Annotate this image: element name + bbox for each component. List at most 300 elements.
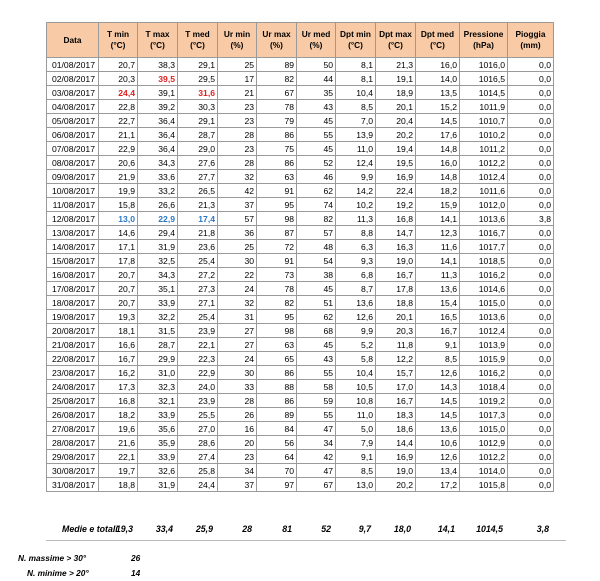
- total-value: 81: [282, 524, 292, 534]
- date-cell: 16/08/2017: [47, 268, 99, 282]
- value-cell: 70: [257, 464, 297, 478]
- table-row: [47, 170, 554, 184]
- date-cell: 02/08/2017: [47, 72, 99, 86]
- value-cell: 75: [257, 142, 297, 156]
- column-header-unit: (%): [230, 40, 244, 50]
- value-cell: 20,3: [376, 324, 416, 338]
- value-cell: 1012,4: [460, 170, 508, 184]
- value-cell: 23: [218, 142, 257, 156]
- date-cell: 22/08/2017: [47, 352, 99, 366]
- value-cell: 13,6: [416, 422, 460, 436]
- value-cell: 18,8: [99, 478, 138, 492]
- value-cell: 22,3: [178, 352, 218, 366]
- value-cell: 0,0: [508, 170, 554, 184]
- value-cell: 28,6: [178, 436, 218, 450]
- value-cell: 1010,7: [460, 114, 508, 128]
- value-cell: 18,9: [376, 86, 416, 100]
- value-cell: 8,5: [416, 352, 460, 366]
- value-cell: 29,5: [178, 72, 218, 86]
- value-cell: 15,4: [416, 296, 460, 310]
- value-cell: 23: [218, 100, 257, 114]
- value-cell: 18,3: [376, 408, 416, 422]
- value-cell: 0,0: [508, 310, 554, 324]
- column-header-title: Ur max: [262, 29, 291, 39]
- column-header-title: T max: [145, 29, 170, 39]
- value-cell: 18,6: [376, 422, 416, 436]
- value-cell: 86: [257, 394, 297, 408]
- value-cell: 1013,9: [460, 338, 508, 352]
- table-row: [47, 478, 554, 492]
- table-row: [47, 464, 554, 478]
- value-cell: 1017,7: [460, 240, 508, 254]
- value-cell: 24,0: [178, 380, 218, 394]
- table-row: [47, 436, 554, 450]
- date-cell: 12/08/2017: [47, 212, 99, 226]
- value-cell: 12,2: [376, 352, 416, 366]
- value-cell: 67: [297, 478, 336, 492]
- date-cell: 28/08/2017: [47, 436, 99, 450]
- table-row: [47, 268, 554, 282]
- value-cell: 0,0: [508, 240, 554, 254]
- column-header: [508, 23, 554, 58]
- value-cell: 22,1: [99, 450, 138, 464]
- value-cell: 19,3: [99, 310, 138, 324]
- value-cell: 27,1: [178, 296, 218, 310]
- min-count-label: N. minime > 20°: [27, 568, 89, 578]
- total-value: 14,1: [437, 524, 455, 534]
- value-cell: 5,2: [336, 338, 376, 352]
- value-cell: 19,0: [376, 254, 416, 268]
- value-cell: 22,9: [178, 366, 218, 380]
- totals-divider: [46, 540, 566, 541]
- value-cell: 12,6: [416, 450, 460, 464]
- column-header-unit: (°C): [190, 40, 205, 50]
- value-cell: 34: [218, 464, 257, 478]
- value-cell: 45: [297, 114, 336, 128]
- value-cell: 22,9: [138, 212, 178, 226]
- weather-table-container: [46, 22, 554, 492]
- value-cell: 0,0: [508, 142, 554, 156]
- table-row: [47, 296, 554, 310]
- value-cell: 29,9: [138, 352, 178, 366]
- value-cell: 36,4: [138, 142, 178, 156]
- value-cell: 36,4: [138, 128, 178, 142]
- value-cell: 16,5: [416, 310, 460, 324]
- value-cell: 16,8: [99, 394, 138, 408]
- value-cell: 0,0: [508, 422, 554, 436]
- value-cell: 24,4: [178, 478, 218, 492]
- value-cell: 79: [257, 114, 297, 128]
- value-cell: 8,5: [336, 100, 376, 114]
- column-header-unit: (%): [270, 40, 283, 50]
- value-cell: 30,3: [178, 100, 218, 114]
- value-cell: 57: [218, 212, 257, 226]
- value-cell: 45: [297, 338, 336, 352]
- date-cell: 10/08/2017: [47, 184, 99, 198]
- value-cell: 5,8: [336, 352, 376, 366]
- value-cell: 73: [257, 268, 297, 282]
- value-cell: 1015,8: [460, 478, 508, 492]
- date-cell: 04/08/2017: [47, 100, 99, 114]
- date-cell: 09/08/2017: [47, 170, 99, 184]
- value-cell: 62: [297, 310, 336, 324]
- value-cell: 1012,0: [460, 198, 508, 212]
- table-header-row: [47, 23, 554, 58]
- column-header: [376, 23, 416, 58]
- column-header-title: Pressione: [463, 29, 504, 39]
- value-cell: 87: [257, 226, 297, 240]
- value-cell: 10,2: [336, 198, 376, 212]
- value-cell: 58: [297, 380, 336, 394]
- table-row: [47, 128, 554, 142]
- value-cell: 0,0: [508, 114, 554, 128]
- value-cell: 19,9: [99, 184, 138, 198]
- value-cell: 27,0: [178, 422, 218, 436]
- value-cell: 20,1: [376, 310, 416, 324]
- value-cell: 22,9: [99, 142, 138, 156]
- column-header-title: Dpt min: [340, 29, 371, 39]
- value-cell: 25: [218, 58, 257, 72]
- value-cell: 7,0: [336, 114, 376, 128]
- value-cell: 29,4: [138, 226, 178, 240]
- value-cell: 35,6: [138, 422, 178, 436]
- value-cell: 91: [257, 254, 297, 268]
- value-cell: 8,1: [336, 72, 376, 86]
- value-cell: 27,2: [178, 268, 218, 282]
- value-cell: 14,5: [416, 408, 460, 422]
- value-cell: 38: [297, 268, 336, 282]
- column-header: [460, 23, 508, 58]
- column-header-unit: (°C): [388, 40, 403, 50]
- value-cell: 14,0: [416, 72, 460, 86]
- value-cell: 11,6: [416, 240, 460, 254]
- value-cell: 1015,0: [460, 422, 508, 436]
- value-cell: 95: [257, 310, 297, 324]
- value-cell: 33,9: [138, 408, 178, 422]
- value-cell: 37: [218, 478, 257, 492]
- total-value: 18,0: [393, 524, 411, 534]
- date-cell: 14/08/2017: [47, 240, 99, 254]
- value-cell: 89: [257, 408, 297, 422]
- value-cell: 20,7: [99, 268, 138, 282]
- value-cell: 17,2: [416, 478, 460, 492]
- table-row: [47, 212, 554, 226]
- value-cell: 8,5: [336, 464, 376, 478]
- value-cell: 21,9: [99, 170, 138, 184]
- value-cell: 82: [297, 212, 336, 226]
- value-cell: 97: [257, 478, 297, 492]
- value-cell: 15,8: [99, 198, 138, 212]
- value-cell: 29,1: [178, 58, 218, 72]
- value-cell: 78: [257, 282, 297, 296]
- table-body: [47, 58, 554, 492]
- value-cell: 14,5: [416, 114, 460, 128]
- value-cell: 19,1: [376, 72, 416, 86]
- value-cell: 12,3: [416, 226, 460, 240]
- value-cell: 82: [257, 296, 297, 310]
- table-row: [47, 254, 554, 268]
- value-cell: 13,5: [416, 86, 460, 100]
- table-row: [47, 282, 554, 296]
- value-cell: 14,3: [416, 380, 460, 394]
- value-cell: 17,8: [376, 282, 416, 296]
- value-cell: 35,9: [138, 436, 178, 450]
- table-row: [47, 324, 554, 338]
- total-value: 9,7: [358, 524, 371, 534]
- table-row: [47, 380, 554, 394]
- value-cell: 65: [257, 352, 297, 366]
- value-cell: 13,9: [336, 128, 376, 142]
- weather-table: [46, 22, 554, 492]
- value-cell: 47: [297, 464, 336, 478]
- value-cell: 27,3: [178, 282, 218, 296]
- value-cell: 64: [257, 450, 297, 464]
- column-header: [257, 23, 297, 58]
- value-cell: 68: [297, 324, 336, 338]
- min-count-value: 14: [131, 568, 141, 578]
- value-cell: 20,4: [376, 114, 416, 128]
- table-row: [47, 338, 554, 352]
- column-header: [47, 23, 99, 58]
- value-cell: 13,6: [336, 296, 376, 310]
- value-cell: 0,0: [508, 184, 554, 198]
- value-cell: 9,9: [336, 170, 376, 184]
- value-cell: 14,1: [416, 254, 460, 268]
- value-cell: 18,2: [99, 408, 138, 422]
- date-cell: 06/08/2017: [47, 128, 99, 142]
- value-cell: 10,4: [336, 86, 376, 100]
- column-header: [178, 23, 218, 58]
- column-header: [336, 23, 376, 58]
- value-cell: 14,8: [416, 170, 460, 184]
- value-cell: 0,0: [508, 100, 554, 114]
- value-cell: 47: [297, 422, 336, 436]
- column-header-unit: (°C): [150, 40, 165, 50]
- value-cell: 32: [218, 170, 257, 184]
- value-cell: 31: [218, 310, 257, 324]
- value-cell: 0,0: [508, 338, 554, 352]
- value-cell: 95: [257, 198, 297, 212]
- value-cell: 17,3: [99, 380, 138, 394]
- value-cell: 33,2: [138, 184, 178, 198]
- value-cell: 10,8: [336, 394, 376, 408]
- value-cell: 14,8: [416, 142, 460, 156]
- value-cell: 22,4: [376, 184, 416, 198]
- value-cell: 16,9: [376, 450, 416, 464]
- value-cell: 15,7: [376, 366, 416, 380]
- value-cell: 27,6: [178, 156, 218, 170]
- value-cell: 86: [257, 156, 297, 170]
- value-cell: 23,6: [178, 240, 218, 254]
- table-row: [47, 226, 554, 240]
- date-cell: 07/08/2017: [47, 142, 99, 156]
- value-cell: 9,3: [336, 254, 376, 268]
- value-cell: 16: [218, 422, 257, 436]
- value-cell: 24,4: [99, 86, 138, 100]
- column-header-unit: (°C): [430, 40, 445, 50]
- date-cell: 13/08/2017: [47, 226, 99, 240]
- value-cell: 63: [257, 170, 297, 184]
- value-cell: 19,5: [376, 156, 416, 170]
- value-cell: 43: [297, 100, 336, 114]
- value-cell: 15,2: [416, 100, 460, 114]
- value-cell: 11,3: [336, 212, 376, 226]
- value-cell: 21: [218, 86, 257, 100]
- value-cell: 28,7: [178, 128, 218, 142]
- total-value: 1014,5: [476, 524, 503, 534]
- value-cell: 0,0: [508, 380, 554, 394]
- date-cell: 30/08/2017: [47, 464, 99, 478]
- value-cell: 52: [297, 156, 336, 170]
- value-cell: 32,5: [138, 254, 178, 268]
- value-cell: 9,1: [336, 450, 376, 464]
- value-cell: 98: [257, 324, 297, 338]
- value-cell: 0,0: [508, 198, 554, 212]
- value-cell: 34,3: [138, 156, 178, 170]
- value-cell: 18,8: [376, 296, 416, 310]
- date-cell: 17/08/2017: [47, 282, 99, 296]
- value-cell: 19,4: [376, 142, 416, 156]
- value-cell: 67: [257, 86, 297, 100]
- value-cell: 23: [218, 114, 257, 128]
- value-cell: 22: [218, 268, 257, 282]
- value-cell: 33,9: [138, 296, 178, 310]
- value-cell: 0,0: [508, 478, 554, 492]
- value-cell: 25,8: [178, 464, 218, 478]
- value-cell: 14,4: [376, 436, 416, 450]
- value-cell: 0,0: [508, 324, 554, 338]
- value-cell: 29,1: [178, 114, 218, 128]
- value-cell: 20,7: [99, 296, 138, 310]
- column-header-title: Pioggia: [515, 29, 546, 39]
- value-cell: 1011,9: [460, 100, 508, 114]
- value-cell: 98: [257, 212, 297, 226]
- table-row: [47, 184, 554, 198]
- value-cell: 17,8: [99, 254, 138, 268]
- totals-label: Medie e totali: [62, 524, 118, 534]
- value-cell: 21,1: [99, 128, 138, 142]
- value-cell: 1014,5: [460, 86, 508, 100]
- value-cell: 3,8: [508, 212, 554, 226]
- value-cell: 0,0: [508, 464, 554, 478]
- value-cell: 0,0: [508, 86, 554, 100]
- value-cell: 20,7: [99, 282, 138, 296]
- value-cell: 13,6: [416, 282, 460, 296]
- value-cell: 26,5: [178, 184, 218, 198]
- value-cell: 1012,4: [460, 324, 508, 338]
- table-row: [47, 198, 554, 212]
- value-cell: 32,3: [138, 380, 178, 394]
- value-cell: 16,7: [376, 268, 416, 282]
- column-header-title: Dpt max: [379, 29, 412, 39]
- value-cell: 18,1: [99, 324, 138, 338]
- total-value: 28: [242, 524, 252, 534]
- value-cell: 0,0: [508, 58, 554, 72]
- value-cell: 1011,2: [460, 142, 508, 156]
- value-cell: 0,0: [508, 128, 554, 142]
- value-cell: 8,7: [336, 282, 376, 296]
- date-cell: 20/08/2017: [47, 324, 99, 338]
- value-cell: 11,3: [416, 268, 460, 282]
- value-cell: 19,2: [376, 198, 416, 212]
- value-cell: 74: [297, 198, 336, 212]
- value-cell: 0,0: [508, 156, 554, 170]
- value-cell: 34: [297, 436, 336, 450]
- value-cell: 21,6: [99, 436, 138, 450]
- value-cell: 36,4: [138, 114, 178, 128]
- value-cell: 10,4: [336, 366, 376, 380]
- value-cell: 9,1: [416, 338, 460, 352]
- value-cell: 31,6: [178, 86, 218, 100]
- value-cell: 55: [297, 408, 336, 422]
- date-cell: 26/08/2017: [47, 408, 99, 422]
- value-cell: 17,0: [376, 380, 416, 394]
- value-cell: 62: [297, 184, 336, 198]
- date-cell: 24/08/2017: [47, 380, 99, 394]
- value-cell: 6,3: [336, 240, 376, 254]
- value-cell: 14,2: [336, 184, 376, 198]
- value-cell: 57: [297, 226, 336, 240]
- value-cell: 32: [218, 296, 257, 310]
- value-cell: 20,6: [99, 156, 138, 170]
- value-cell: 22,8: [99, 100, 138, 114]
- date-cell: 03/08/2017: [47, 86, 99, 100]
- total-value: 3,8: [536, 524, 549, 534]
- date-cell: 08/08/2017: [47, 156, 99, 170]
- value-cell: 1018,4: [460, 380, 508, 394]
- value-cell: 55: [297, 366, 336, 380]
- date-cell: 19/08/2017: [47, 310, 99, 324]
- table-row: [47, 114, 554, 128]
- table-row: [47, 58, 554, 72]
- value-cell: 17,6: [416, 128, 460, 142]
- value-cell: 24: [218, 352, 257, 366]
- date-cell: 01/08/2017: [47, 58, 99, 72]
- column-header-title: Dpt med: [420, 29, 455, 39]
- value-cell: 44: [297, 72, 336, 86]
- value-cell: 28: [218, 394, 257, 408]
- value-cell: 14,6: [99, 226, 138, 240]
- value-cell: 25,4: [178, 254, 218, 268]
- value-cell: 31,5: [138, 324, 178, 338]
- value-cell: 59: [297, 394, 336, 408]
- value-cell: 31,0: [138, 366, 178, 380]
- value-cell: 31,9: [138, 478, 178, 492]
- value-cell: 27: [218, 324, 257, 338]
- value-cell: 16,0: [416, 156, 460, 170]
- value-cell: 23,9: [178, 394, 218, 408]
- value-cell: 30: [218, 366, 257, 380]
- column-header: [218, 23, 257, 58]
- value-cell: 7,9: [336, 436, 376, 450]
- column-header-unit: (°C): [348, 40, 363, 50]
- value-cell: 10,6: [416, 436, 460, 450]
- table-row: [47, 100, 554, 114]
- column-header-unit: (°C): [110, 40, 126, 50]
- value-cell: 25,5: [178, 408, 218, 422]
- value-cell: 11,0: [336, 408, 376, 422]
- value-cell: 45: [297, 282, 336, 296]
- date-cell: 27/08/2017: [47, 422, 99, 436]
- value-cell: 0,0: [508, 436, 554, 450]
- date-cell: 23/08/2017: [47, 366, 99, 380]
- value-cell: 1014,6: [460, 282, 508, 296]
- max-count-label: N. massime > 30°: [18, 553, 87, 563]
- value-cell: 51: [297, 296, 336, 310]
- column-header-title: Ur med: [301, 29, 331, 39]
- value-cell: 0,0: [508, 394, 554, 408]
- value-cell: 86: [257, 128, 297, 142]
